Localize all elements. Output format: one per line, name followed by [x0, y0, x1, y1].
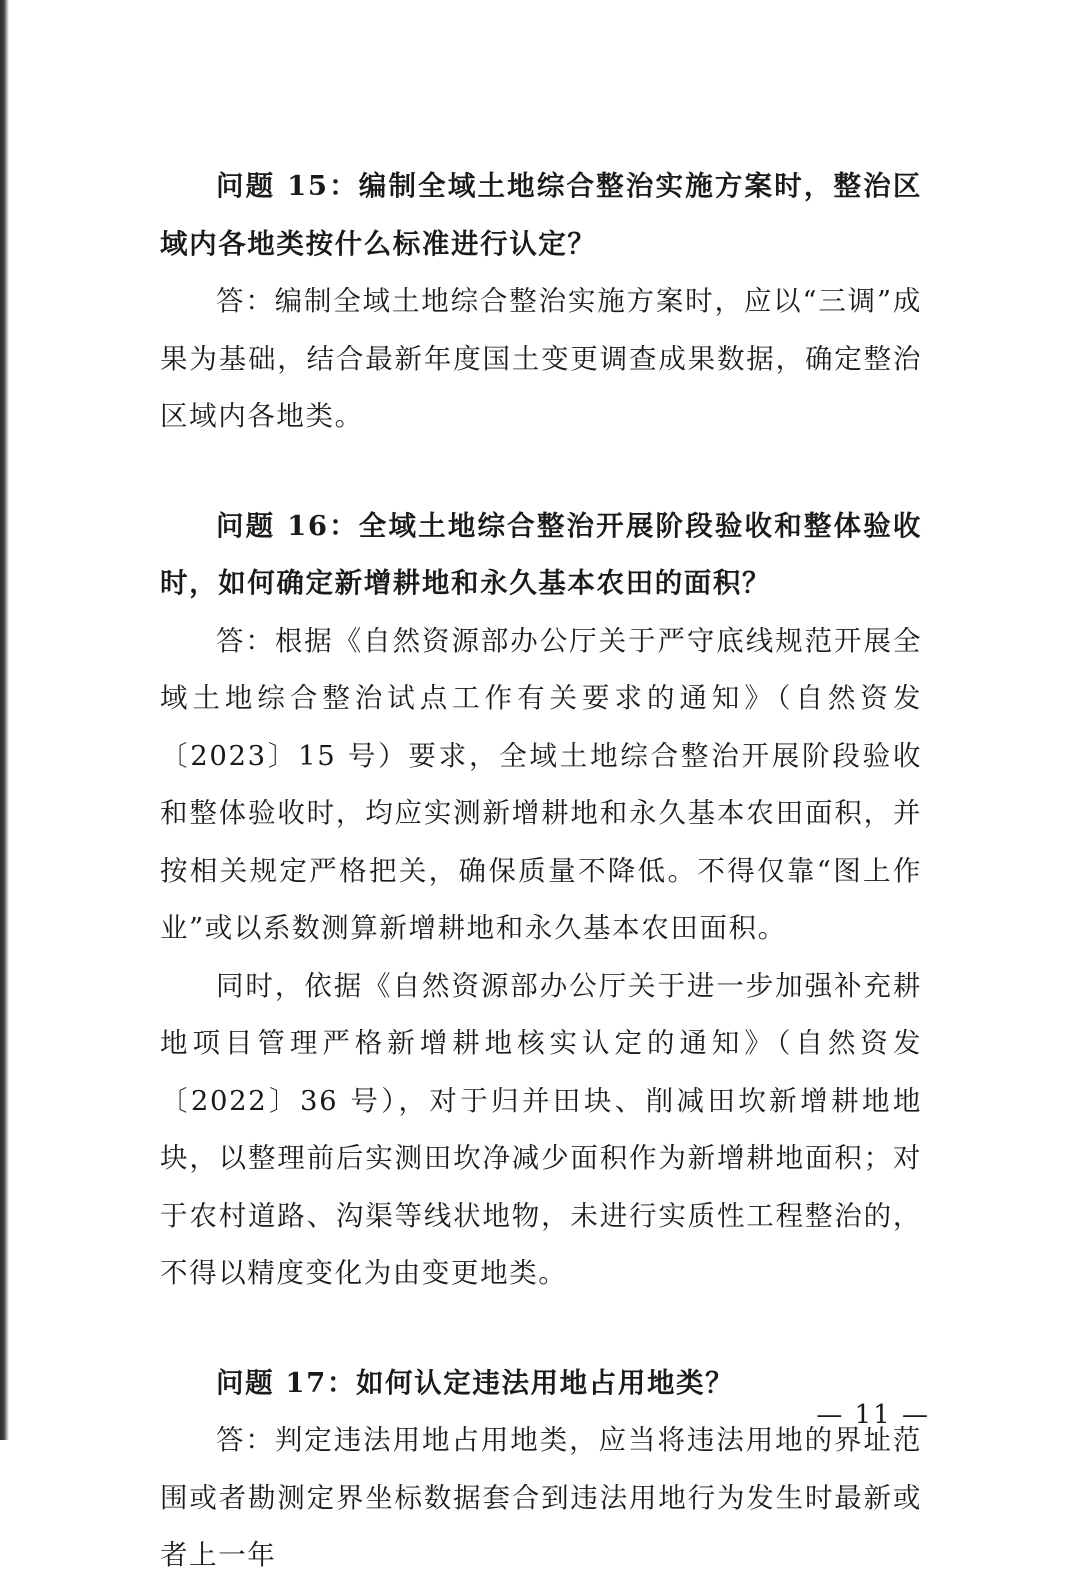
qa-section-16 [160, 498, 922, 1303]
document-body [160, 158, 922, 1585]
page-number: — 11 — [816, 1400, 930, 1430]
answer-16-paragraph-2: 同时，依据《自然资源部办公厅关于进一步加强补充耕地项目管理严格新增耕地核实认定的通知》（自然资发〔2022〕36 号），对于归并田块、削减田坎新增耕地地块，以整理前后实测田坎净减少面积作为新增耕地面积；对于农村道路、沟渠等线状地物，未进行实质性工程整治的，不得以精度变化为由变更地类。 [160, 969, 922, 1289]
section-spacer [160, 1303, 922, 1355]
answer-16-paragraph-1: 答：根据《自然资源部办公厅关于严守底线规范开展全域土地综合整治试点工作有关要求的通知》（自然资发〔2023〕15 号）要求，全域土地综合整治开展阶段验收和整体验收时，均应实测新增耕地和永久基本农田面积，并按相关规定严格把关，确保质量不降低。不得仅靠“图上作业”或以系数测算新增耕地和永久基本农田面积。 [160, 624, 923, 944]
scan-edge [0, 0, 9, 1440]
qa-section-17 [160, 1355, 922, 1585]
question-16: 问题 16：全域土地综合整治开展阶段验收和整体验收时，如何确定新增耕地和永久基本农田的面积？ [160, 509, 922, 599]
question-15: 问题 15：编制全域土地综合整治实施方案时，整治区域内各地类按什么标准进行认定？ [160, 170, 922, 260]
question-17: 问题 17：如何认定违法用地占用地类？ [216, 1366, 735, 1399]
qa-section-15 [160, 158, 922, 446]
section-spacer [160, 446, 922, 498]
answer-17: 答：判定违法用地占用地类，应当将违法用地的界址范围或者勘测定界坐标数据套合到违法用地行为发生时最新或者上一年 [160, 1424, 922, 1571]
answer-15: 答：编制全域土地综合整治实施方案时，应以“三调”成果为基础，结合最新年度国土变更调查成果数据，确定整治区域内各地类。 [160, 285, 922, 432]
